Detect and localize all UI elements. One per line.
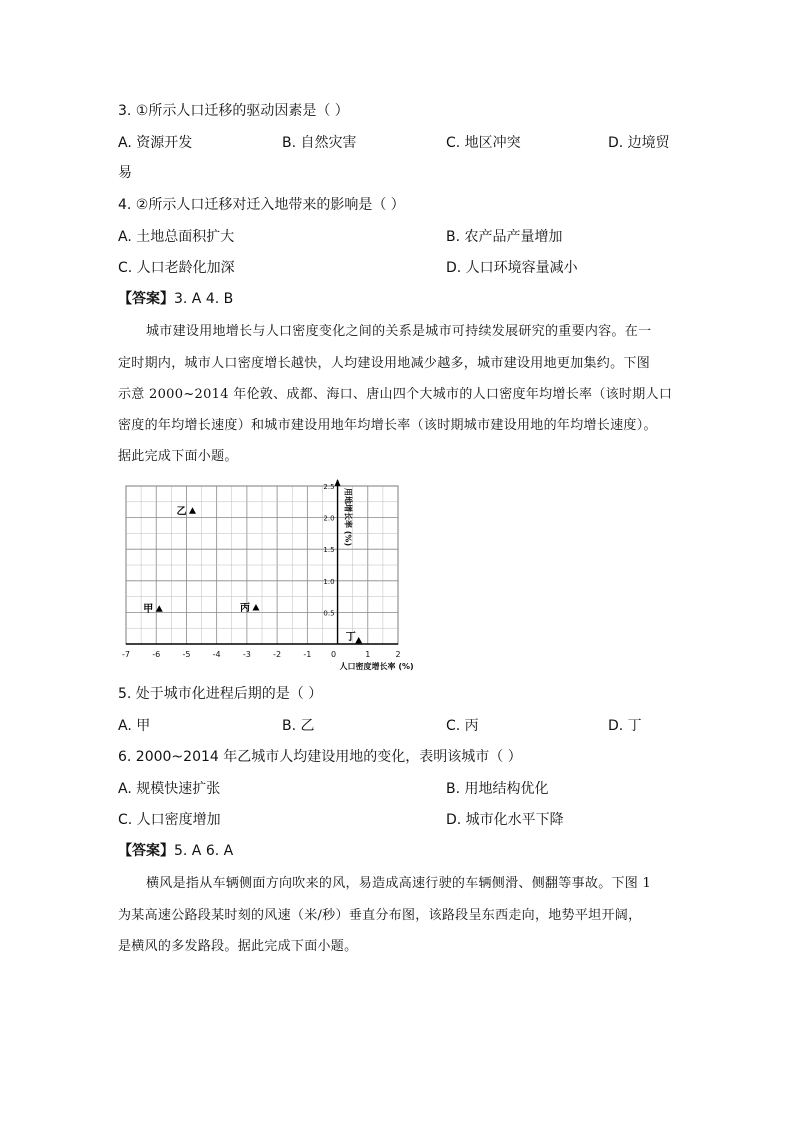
- answer-text: 5. A 6. A: [174, 843, 234, 859]
- y-tick-label: 1.0: [323, 577, 335, 586]
- y-axis-label: 用地增长率 (%): [343, 488, 353, 547]
- q3-option-b[interactable]: B. 自然灾害: [282, 135, 357, 151]
- q5-option-a[interactable]: A. 甲: [118, 718, 151, 734]
- q3-option-d-wrap: 易: [118, 165, 132, 181]
- origin-label: 0: [331, 650, 337, 659]
- passage1-line-3: 示意 2000~2014 年伦敦、成都、海口、唐山四个大城市的人口密度年均增长率（该时期人口: [118, 387, 673, 402]
- q4-option-b[interactable]: B. 农产品产量增加: [446, 229, 563, 245]
- q4-stem: 4. ②所示人口迁移对迁入地带来的影响是（ ）: [118, 197, 405, 213]
- x-tick-label: -1: [303, 650, 312, 659]
- answer-label: 【答案】: [118, 843, 174, 859]
- passage2-line-1: 横风是指从车辆侧面方向吹来的风，易造成高速行驶的车辆侧滑、侧翻等事故。下图 1: [146, 876, 652, 891]
- passage1-line-1: 城市建设用地增长与人口密度变化之间的关系是城市可持续发展研究的重要内容。在一: [146, 324, 652, 339]
- q3-option-a[interactable]: A. 资源开发: [118, 135, 193, 151]
- data-point-label: 丁: [345, 631, 356, 643]
- data-point-marker: [252, 604, 259, 611]
- data-point-marker: [156, 605, 163, 612]
- q6-option-c[interactable]: C. 人口密度增加: [118, 812, 221, 828]
- data-point-marker: [189, 507, 196, 514]
- y-tick-label: 2.0: [323, 514, 335, 523]
- x-tick-label: -4: [212, 650, 221, 659]
- q6-option-d[interactable]: D. 城市化水平下降: [446, 812, 564, 828]
- q3-option-d[interactable]: D. 边境贸: [608, 135, 670, 151]
- q5-option-d[interactable]: D. 丁: [608, 718, 642, 734]
- x-tick-label: -2: [273, 650, 282, 659]
- answer-block-1: [118, 289, 233, 309]
- passage2-line-2: 为某高速公路段某时刻的风速（米/秒）垂直分布图，该路段呈东西走向，地势平坦开阔，: [118, 908, 642, 923]
- scatter-chart: [118, 478, 418, 678]
- x-tick-label: -7: [122, 650, 130, 659]
- answer-text: 3. A 4. B: [174, 291, 234, 307]
- q5-stem: 5. 处于城市化进程后期的是（ ）: [118, 686, 323, 702]
- q3-option-c[interactable]: C. 地区冲突: [446, 135, 521, 151]
- y-tick-label: 0.5: [323, 609, 335, 618]
- q4-option-d[interactable]: D. 人口环境容量减小: [446, 260, 578, 276]
- y-axis-arrow: [335, 479, 341, 486]
- x-tick-label: -6: [152, 650, 161, 659]
- passage1-line-2: 定时期内，城市人口密度增长越快，人均建设用地减少越多，城市建设用地更加集约。下图: [118, 356, 651, 371]
- x-axis-label: 人口密度增长率 (%): [339, 662, 414, 671]
- passage2-line-3: 是横风的多发路段。据此完成下面小题。: [118, 939, 358, 954]
- y-tick-label: 2.5: [323, 483, 335, 491]
- q6-option-a[interactable]: A. 规模快速扩张: [118, 781, 221, 797]
- q3-stem: 3. ①所示人口迁移的驱动因素是（ ）: [118, 103, 349, 119]
- answer-label: 【答案】: [118, 291, 174, 307]
- q4-option-a[interactable]: A. 土地总面积扩大: [118, 229, 235, 245]
- passage1-line-5: 据此完成下面小题。: [118, 449, 238, 464]
- q6-stem: 6. 2000~2014 年乙城市人均建设用地的变化，表明该城市（ ）: [118, 749, 522, 765]
- x-tick-label: 1: [365, 650, 371, 659]
- x-tick-label: 2: [395, 650, 401, 659]
- data-point-label: 丙: [239, 602, 250, 614]
- q6-option-b[interactable]: B. 用地结构优化: [446, 781, 549, 797]
- y-tick-label: 1.5: [323, 546, 335, 555]
- answer-block-2: [118, 841, 233, 861]
- data-point-label: 甲: [143, 604, 154, 616]
- data-point-marker: [355, 637, 362, 644]
- q5-option-c[interactable]: C. 丙: [446, 718, 479, 734]
- x-tick-label: -5: [182, 650, 191, 659]
- data-point-label: 乙: [176, 506, 187, 518]
- x-tick-label: -3: [242, 650, 251, 659]
- q5-option-b[interactable]: B. 乙: [282, 718, 315, 734]
- passage1-line-4: 密度的年均增长速度）和城市建设用地年均增长率（该时期城市建设用地的年均增长速度）。: [118, 418, 657, 433]
- q4-option-c[interactable]: C. 人口老龄化加深: [118, 260, 235, 276]
